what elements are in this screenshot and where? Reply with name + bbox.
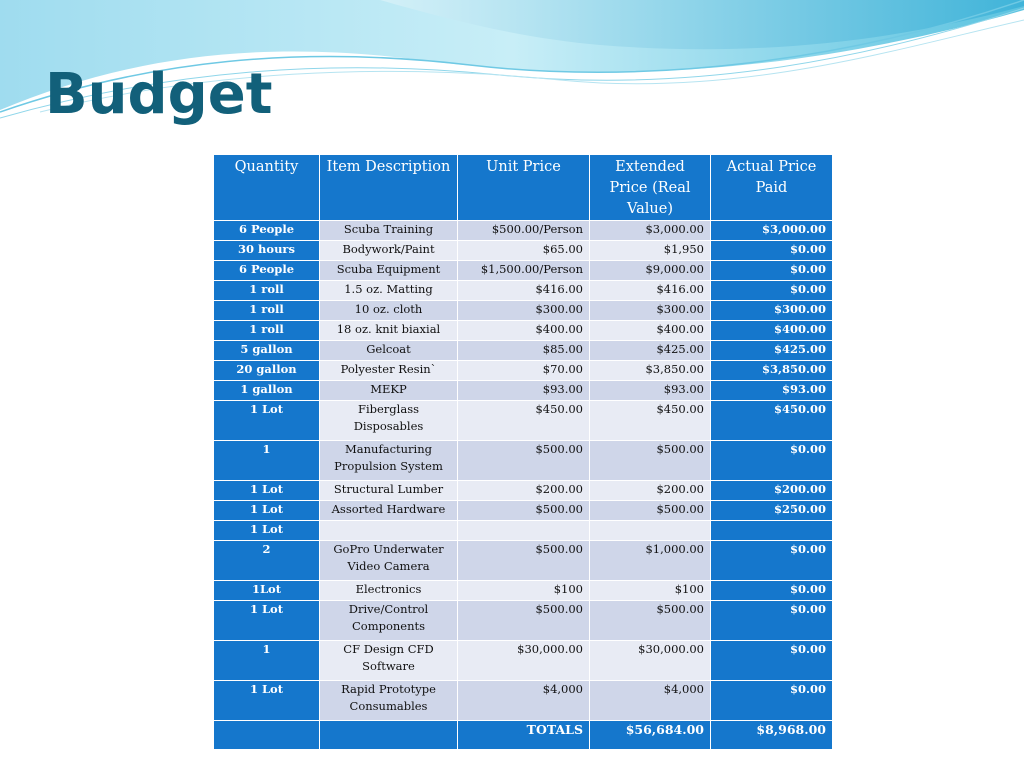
table-row [214, 321, 833, 341]
quantity-cell: 20 gallon [214, 361, 320, 381]
unit-price-cell [458, 521, 590, 541]
table-row [214, 221, 833, 241]
table-row [214, 261, 833, 281]
actual-price-cell: $0.00 [711, 601, 833, 641]
extended-price-cell: $1,950 [590, 241, 711, 261]
totals-extended-price: $56,684.00 [590, 721, 711, 750]
unit-price-cell: $500.00 [458, 441, 590, 481]
header-extended-price: Extended Price (Real Value) [590, 155, 711, 221]
item-cell: Gelcoat [320, 341, 458, 361]
table-header-row [214, 155, 833, 221]
quantity-cell: 1 Lot [214, 501, 320, 521]
table-row [214, 381, 833, 401]
item-cell: Scuba Equipment [320, 261, 458, 281]
extended-price-cell: $400.00 [590, 321, 711, 341]
extended-price-cell: $500.00 [590, 601, 711, 641]
extended-price-cell: $300.00 [590, 301, 711, 321]
item-cell: Bodywork/Paint [320, 241, 458, 261]
unit-price-cell: $65.00 [458, 241, 590, 261]
actual-price-cell: $300.00 [711, 301, 833, 321]
unit-price-cell: $1,500.00/Person [458, 261, 590, 281]
quantity-cell: 5 gallon [214, 341, 320, 361]
quantity-cell: 1 roll [214, 321, 320, 341]
totals-actual-price: $8,968.00 [711, 721, 833, 750]
actual-price-cell: $425.00 [711, 341, 833, 361]
unit-price-cell: $500.00 [458, 601, 590, 641]
unit-price-cell: $200.00 [458, 481, 590, 501]
item-cell: Manufacturing Propulsion System [320, 441, 458, 481]
actual-price-cell: $0.00 [711, 581, 833, 601]
table-row [214, 581, 833, 601]
quantity-cell: 1 Lot [214, 521, 320, 541]
unit-price-cell: $93.00 [458, 381, 590, 401]
table-row [214, 361, 833, 381]
quantity-cell: 1 roll [214, 281, 320, 301]
actual-price-cell: $3,850.00 [711, 361, 833, 381]
item-cell: Drive/Control Components [320, 601, 458, 641]
table-row [214, 681, 833, 721]
unit-price-cell: $500.00 [458, 541, 590, 581]
totals-row [214, 721, 833, 750]
table-row [214, 301, 833, 321]
unit-price-cell: $500.00/Person [458, 221, 590, 241]
unit-price-cell: $300.00 [458, 301, 590, 321]
table-row [214, 241, 833, 261]
budget-table [213, 154, 833, 750]
unit-price-cell: $85.00 [458, 341, 590, 361]
item-cell: Rapid Prototype Consumables [320, 681, 458, 721]
item-cell: MEKP [320, 381, 458, 401]
table-row [214, 481, 833, 501]
actual-price-cell: $3,000.00 [711, 221, 833, 241]
quantity-cell: 1 gallon [214, 381, 320, 401]
actual-price-cell: $0.00 [711, 261, 833, 281]
table-row [214, 521, 833, 541]
item-cell: Assorted Hardware [320, 501, 458, 521]
extended-price-cell: $200.00 [590, 481, 711, 501]
actual-price-cell: $0.00 [711, 681, 833, 721]
extended-price-cell: $4,000 [590, 681, 711, 721]
unit-price-cell: $416.00 [458, 281, 590, 301]
quantity-cell: 6 People [214, 261, 320, 281]
header-actual-price: Actual Price Paid [711, 155, 833, 221]
table-row [214, 641, 833, 681]
table-row [214, 281, 833, 301]
extended-price-cell: $1,000.00 [590, 541, 711, 581]
quantity-cell: 2 [214, 541, 320, 581]
actual-price-cell: $250.00 [711, 501, 833, 521]
totals-empty-cell [320, 721, 458, 750]
extended-price-cell: $9,000.00 [590, 261, 711, 281]
actual-price-cell [711, 521, 833, 541]
header-item-description: Item Description [320, 155, 458, 221]
totals-label: TOTALS [458, 721, 590, 750]
item-cell: Scuba Training [320, 221, 458, 241]
actual-price-cell: $450.00 [711, 401, 833, 441]
item-cell: 1.5 oz. Matting [320, 281, 458, 301]
slide-title: Budget [45, 62, 273, 127]
item-cell: Polyester Resin` [320, 361, 458, 381]
extended-price-cell: $3,850.00 [590, 361, 711, 381]
header-quantity: Quantity [214, 155, 320, 221]
extended-price-cell [590, 521, 711, 541]
quantity-cell: 1 Lot [214, 481, 320, 501]
unit-price-cell: $4,000 [458, 681, 590, 721]
unit-price-cell: $100 [458, 581, 590, 601]
quantity-cell: 1 roll [214, 301, 320, 321]
item-cell [320, 521, 458, 541]
extended-price-cell: $100 [590, 581, 711, 601]
quantity-cell: 1 Lot [214, 681, 320, 721]
extended-price-cell: $416.00 [590, 281, 711, 301]
quantity-cell: 30 hours [214, 241, 320, 261]
actual-price-cell: $200.00 [711, 481, 833, 501]
actual-price-cell: $400.00 [711, 321, 833, 341]
item-cell: Electronics [320, 581, 458, 601]
table-row [214, 341, 833, 361]
table-row [214, 401, 833, 441]
extended-price-cell: $500.00 [590, 441, 711, 481]
quantity-cell: 1 [214, 441, 320, 481]
extended-price-cell: $30,000.00 [590, 641, 711, 681]
actual-price-cell: $0.00 [711, 541, 833, 581]
item-cell: 10 oz. cloth [320, 301, 458, 321]
table-row [214, 601, 833, 641]
unit-price-cell: $70.00 [458, 361, 590, 381]
quantity-cell: 1 Lot [214, 601, 320, 641]
extended-price-cell: $500.00 [590, 501, 711, 521]
actual-price-cell: $93.00 [711, 381, 833, 401]
unit-price-cell: $450.00 [458, 401, 590, 441]
actual-price-cell: $0.00 [711, 441, 833, 481]
extended-price-cell: $425.00 [590, 341, 711, 361]
extended-price-cell: $3,000.00 [590, 221, 711, 241]
quantity-cell: 6 People [214, 221, 320, 241]
actual-price-cell: $0.00 [711, 281, 833, 301]
actual-price-cell: $0.00 [711, 641, 833, 681]
item-cell: Fiberglass Disposables [320, 401, 458, 441]
extended-price-cell: $93.00 [590, 381, 711, 401]
quantity-cell: 1Lot [214, 581, 320, 601]
unit-price-cell: $400.00 [458, 321, 590, 341]
table-row [214, 441, 833, 481]
header-unit-price: Unit Price [458, 155, 590, 221]
item-cell: 18 oz. knit biaxial [320, 321, 458, 341]
unit-price-cell: $30,000.00 [458, 641, 590, 681]
table-row [214, 501, 833, 521]
quantity-cell: 1 [214, 641, 320, 681]
item-cell: CF Design CFD Software [320, 641, 458, 681]
item-cell: Structural Lumber [320, 481, 458, 501]
unit-price-cell: $500.00 [458, 501, 590, 521]
item-cell: GoPro Underwater Video Camera [320, 541, 458, 581]
totals-empty-cell [214, 721, 320, 750]
extended-price-cell: $450.00 [590, 401, 711, 441]
quantity-cell: 1 Lot [214, 401, 320, 441]
table-row [214, 541, 833, 581]
actual-price-cell: $0.00 [711, 241, 833, 261]
